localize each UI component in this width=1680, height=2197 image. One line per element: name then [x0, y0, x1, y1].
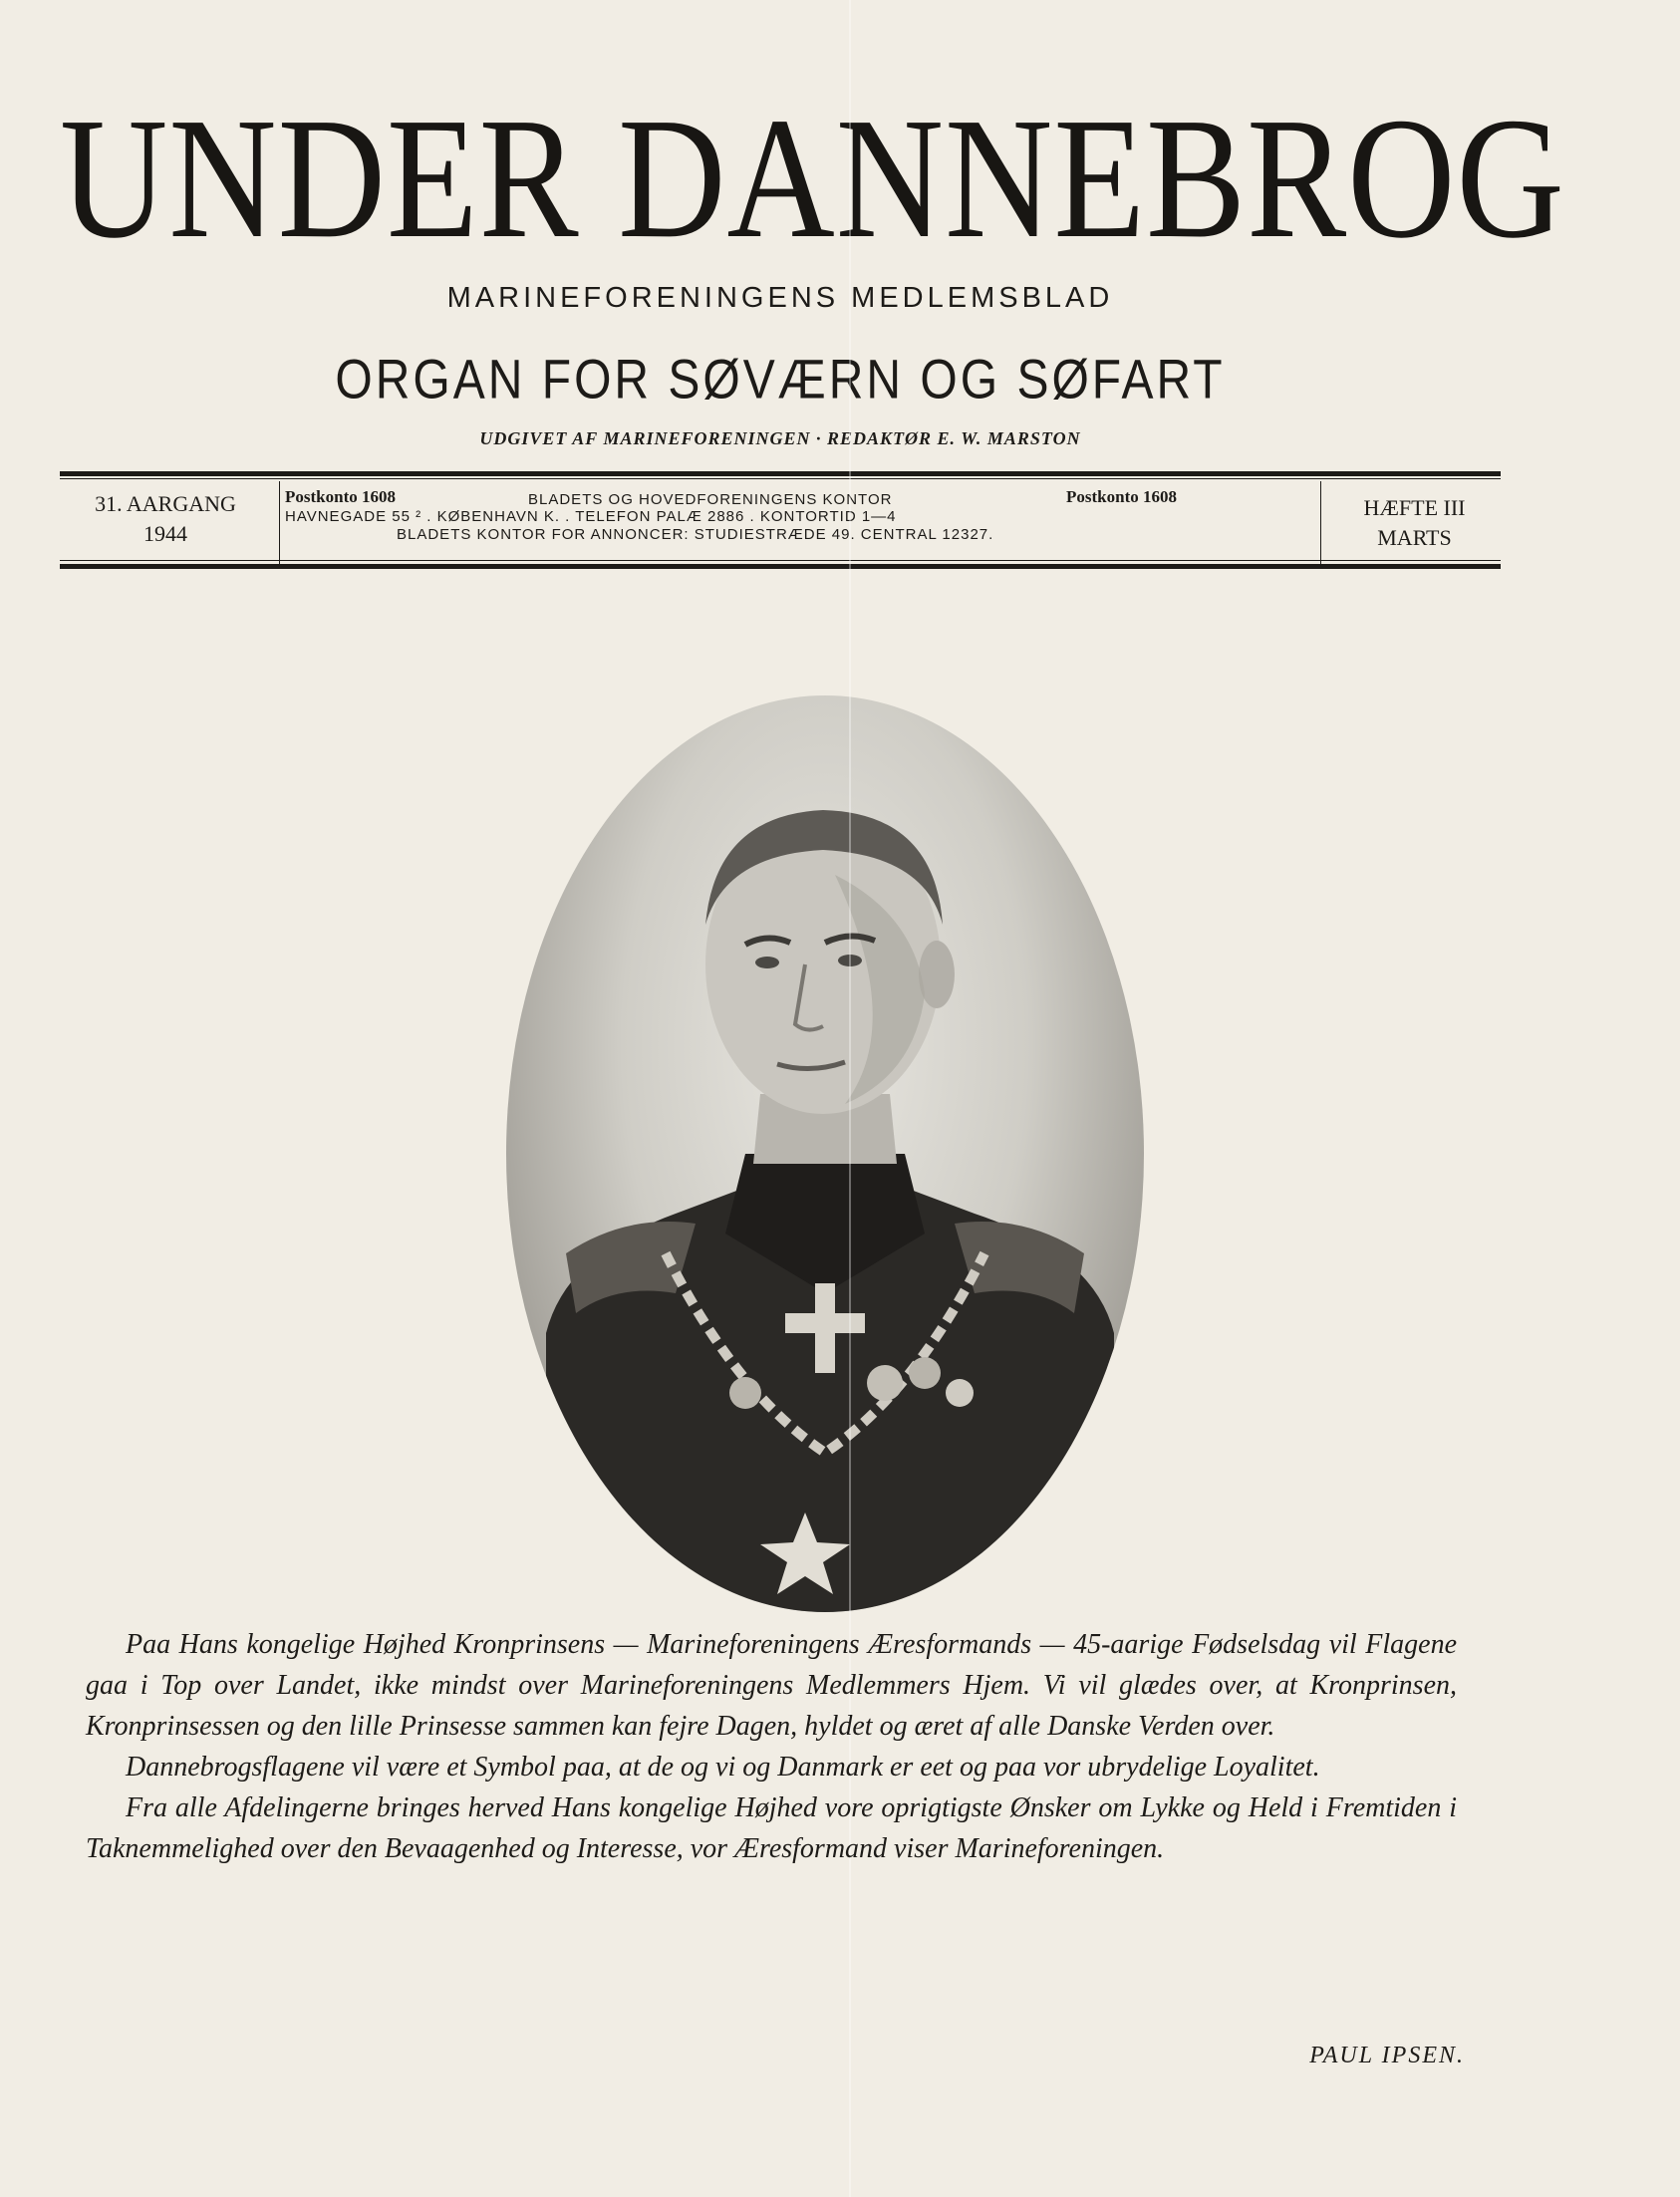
header-rule-bottom-thin [60, 560, 1501, 561]
header-rule-top-thin [60, 478, 1501, 479]
masthead-subtitle: MARINEFORENINGENS MEDLEMSBLAD [446, 282, 1114, 314]
office-address: HAVNEGADE 55 ² . KØBENHAVN K. . TELEFON PALÆ 2886 . KONTORTID 1—4 [285, 508, 897, 525]
caption-paragraph-3: Fra alle Afdelingerne bringes herved Hans kongelige Højhed vore oprigtigste Ønsker om Lykke og Held i Fremtiden i Taknemmelighed over den Bevaagenhed og Interesse, vor Æresformand viser Marineforeningen. [86, 1792, 1457, 1864]
volume-label: 31. AARGANG [95, 491, 236, 516]
issue-block [1328, 493, 1501, 553]
office-info-row-2 [279, 509, 1375, 525]
caption-text [86, 1624, 1457, 1869]
publisher-line: UDGIVET AF MARINEFORENINGEN · REDAKTØR E. W. MARSTON [479, 428, 1081, 448]
office-info [279, 489, 1375, 543]
header-rule-top [60, 471, 1501, 476]
volume-block [60, 489, 271, 549]
advertising-office: BLADETS KONTOR FOR ANNONCER: STUDIESTRÆDE 49. CENTRAL 12327. [397, 526, 994, 543]
portrait-photo [506, 695, 1144, 1612]
signature: PAUL IPSEN. [1309, 2043, 1465, 2068]
volume-year: 1944 [143, 521, 187, 546]
info-bar [60, 481, 1501, 567]
masthead-organ: ORGAN FOR SØVÆRN OG SØFART [335, 350, 1226, 412]
office-title: BLADETS OG HOVEDFORENINGENS KONTOR [528, 491, 893, 508]
office-info-row-1 [279, 487, 1375, 508]
postkonto-left: Postkonto 1608 [285, 487, 396, 506]
issue-month: MARTS [1377, 525, 1452, 550]
office-info-row-3 [279, 527, 1375, 543]
caption-paragraph-1: Paa Hans kongelige Højhed Kronprinsens — Marineforeningens Æresformands — 45-aarige Fødselsdag vil Flagene gaa i Top over Landet, ikke mindst over Marineforeningens Medlemmers Hjem. Vi vil glædes over, at Kronprinsen, Kronprinsessen og den lille Prinsesse sammen kan fejre Dagen, hyldet og æret af alle Danske Verden over. [86, 1629, 1457, 1742]
portrait-illustration [506, 695, 1144, 1612]
info-divider-right [1320, 481, 1321, 567]
header-rule-bottom [60, 564, 1501, 569]
masthead-title: UNDER DANNEBROG [60, 82, 1565, 275]
caption-paragraph-2: Dannebrogsflagene vil være et Symbol paa, at de og vi og Danmark er eet og paa vor ubrydelige Loyalitet. [126, 1752, 1320, 1783]
postkonto-right: Postkonto 1608 [1066, 487, 1177, 506]
issue-number: HÆFTE III [1363, 495, 1466, 520]
